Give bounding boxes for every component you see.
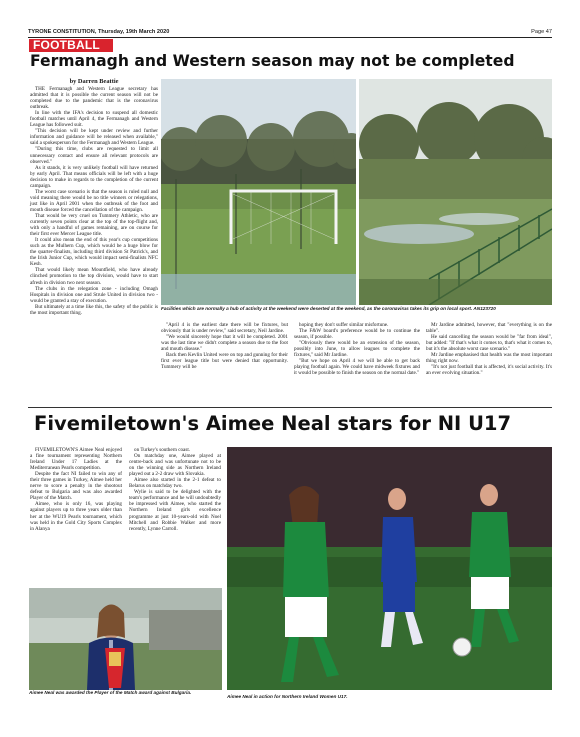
- body-paragraph: That would be very cruel on Tummery Athletic, who are currently seven points clear at the top of the top-flight and, with only a handful of games remaining, are on course for their first ever Mercer League title.: [30, 212, 158, 238]
- pitch-goal-image: [161, 79, 356, 305]
- match-action-image: [227, 447, 552, 690]
- flooded-pitch-image: [359, 79, 552, 305]
- story1-headline: Fermanagh and Western season may not be completed: [30, 52, 515, 70]
- body-paragraph: On matchday one, Aimee played at centre-back and was unfortunate not to be on the winning side as Northern Ireland played out a 2-2 draw with Slovakia.: [129, 453, 221, 478]
- body-paragraph: Despite the fact NI failed to win any of their three games in Turkey, Aimee held her nerve to score a penalty in the shootout defeat to Bulgaria and was also awarded Player of the Match.: [30, 471, 122, 502]
- story1-column-4: [426, 322, 552, 406]
- body-paragraph: hoping they don't suffer similar misfortune.: [299, 322, 389, 328]
- story1-photo-caption: Facilities which are normally a hub of activity at the weekend were deserted at the weekend, as the coronavirus takes its grip on local sport. AN123720: [161, 306, 496, 311]
- body-paragraph: But ultimately at a time like this, the safety of the public is the most important thing.: [30, 303, 158, 316]
- body-paragraph: It could also mean the end of this year's cup competitions such as the Mulhern Cup, which would be a huge blow for the quarter-finalists, including third division St Patrick's, and the Irish Junior Cup, which would impact semi-finalists NFC Kesh.: [30, 237, 158, 268]
- body-paragraph: Wylie is said to be delighted with the team's performance and he will undoubtedly be impressed with Aimee, who started the Northern Ireland girls excellence programme at just 10-years-old with Noel Mitchell and Robbie Walker and more recently, Lynne Carroll.: [129, 489, 221, 532]
- body-paragraph: The worst case scenario is that the season is ruled null and void meaning there would be no title winners or relegations, just like in April 2001 when the outbreak of the foot and mouth disease forced the cancellation of the campaign.: [30, 188, 158, 213]
- story1-column-3: [294, 322, 420, 406]
- story2-col2-body: [129, 447, 221, 532]
- award-photo: [29, 588, 222, 690]
- story1-col1-body: [30, 86, 158, 316]
- match-photo: [227, 447, 552, 690]
- body-paragraph: Aimee also started in the 2-1 defeat to Belarus on matchday two.: [129, 477, 221, 490]
- publication-line: TYRONE CONSTITUTION, Thursday, 19th March 2020: [28, 29, 170, 35]
- body-paragraph: Back then Kevlin United were on top and gunning for their first ever league title but were denied that opportunity. Tummery will be: [161, 352, 288, 371]
- body-paragraph: "We would sincerely hope that it will be completed. 2001 was the last time we didn't complete a season due to the foot and mouth disease.": [161, 334, 288, 353]
- body-paragraph: Mr Jardine emphasised that health was the most important thing right now.: [426, 352, 552, 365]
- masthead-rule: [28, 37, 552, 38]
- body-paragraph: The F&W board's preference would be to continue the season, if possible.: [294, 328, 420, 341]
- story2-headline: Fivemiletown's Aimee Neal stars for NI U17: [34, 412, 512, 435]
- award-photo-caption: Aimee Neal was awarded the Player of the Match award against Bulgaria.: [29, 690, 192, 695]
- pitch-photo-left: [161, 79, 356, 305]
- story2-column-2: [129, 447, 221, 587]
- story2-column-1: [30, 447, 122, 587]
- body-paragraph: on Turkey's southern coast.: [134, 447, 191, 453]
- body-paragraph: Aimee, who is only 16, was playing against players up to three years older than her at the WU19 Pearls tournament, which was held in the Gold City Sports Complex in Alanya: [30, 501, 122, 532]
- story1-col2-body: [161, 322, 288, 370]
- body-paragraph: "It's not just football that is affected, it's social activity. It's an ever evolving situation.": [426, 364, 552, 377]
- body-paragraph: As it stands, it is very unlikely football will have returned by early April. That means officials will be left with a huge decision to make in regards to the completion of the current campaign.: [30, 164, 158, 189]
- body-paragraph: "Obviously there would be an extension of the season, possibly into June, to allow leagues to complete the fixtures," said Mr Jardine.: [294, 340, 420, 359]
- body-paragraph: "April 4 is the earliest date there will be fixtures, but obviously that is under review," said secretary, Neil Jardine.: [161, 322, 288, 335]
- byline: by Darren Beattie: [69, 78, 119, 85]
- story2-col1-body: [30, 447, 122, 532]
- match-photo-caption: Aimee Neal in action for Northern Ireland Women U17.: [227, 694, 348, 699]
- body-paragraph: The clubs in the relegation zone - including Omagh Hospitals in division one and Strule United in division two - would be granted a stay of execution.: [30, 285, 158, 304]
- body-paragraph: Mr Jardine admitted, however, that "everything is on the table".: [426, 322, 552, 335]
- body-paragraph: THE Fermanagh and Western League secretary has admitted that it is possible the current season will not be completed due to the pandemic that is the coronavirus outbreak.: [30, 86, 158, 111]
- player-award-image: [29, 588, 222, 690]
- story1-column-2: [161, 322, 288, 406]
- body-paragraph: In line with the IFA's decision to suspend all domestic football matches until April 4, the Fermanagh and Western League has followed suit.: [30, 110, 158, 129]
- body-paragraph: "This decision will be kept under review and further information and guidance will be released when available," said a spokesperson for the Fermanagh and Western League.: [30, 128, 158, 147]
- body-paragraph: He said cancelling the season would be "far from ideal", but added: "If that's what it comes to, that's what it comes to, but it's the absolute worst case scenario.": [426, 334, 552, 353]
- body-paragraph: FIVEMILETOWN'S Aimee Neal enjoyed a fine tournament representing Northern Ireland Under 17 Ladies at the Mediterranean Pearls competition.: [30, 447, 122, 472]
- section-label: FOOTBALL: [29, 39, 113, 52]
- pitch-photo-right: [359, 79, 552, 305]
- story-divider: [28, 407, 552, 408]
- story1-column-1: [30, 78, 158, 408]
- body-paragraph: "But we hope on April 4 we will be able to get back playing football again. We could have midweek fixtures and it would be possible to finish the season on the normal date.": [294, 358, 420, 377]
- story1-col3-body: [294, 322, 420, 376]
- body-paragraph: "During this time, clubs are requested to limit all unnecessary contact and ensure all relevant protocols are observed.": [30, 146, 158, 165]
- story1-col4-body: [426, 322, 552, 376]
- body-paragraph: That would likely mean Mountfield, who have already clinched promotion to the top division, would have to start afresh in division two next season.: [30, 267, 158, 286]
- page-number: Page 47: [531, 29, 552, 35]
